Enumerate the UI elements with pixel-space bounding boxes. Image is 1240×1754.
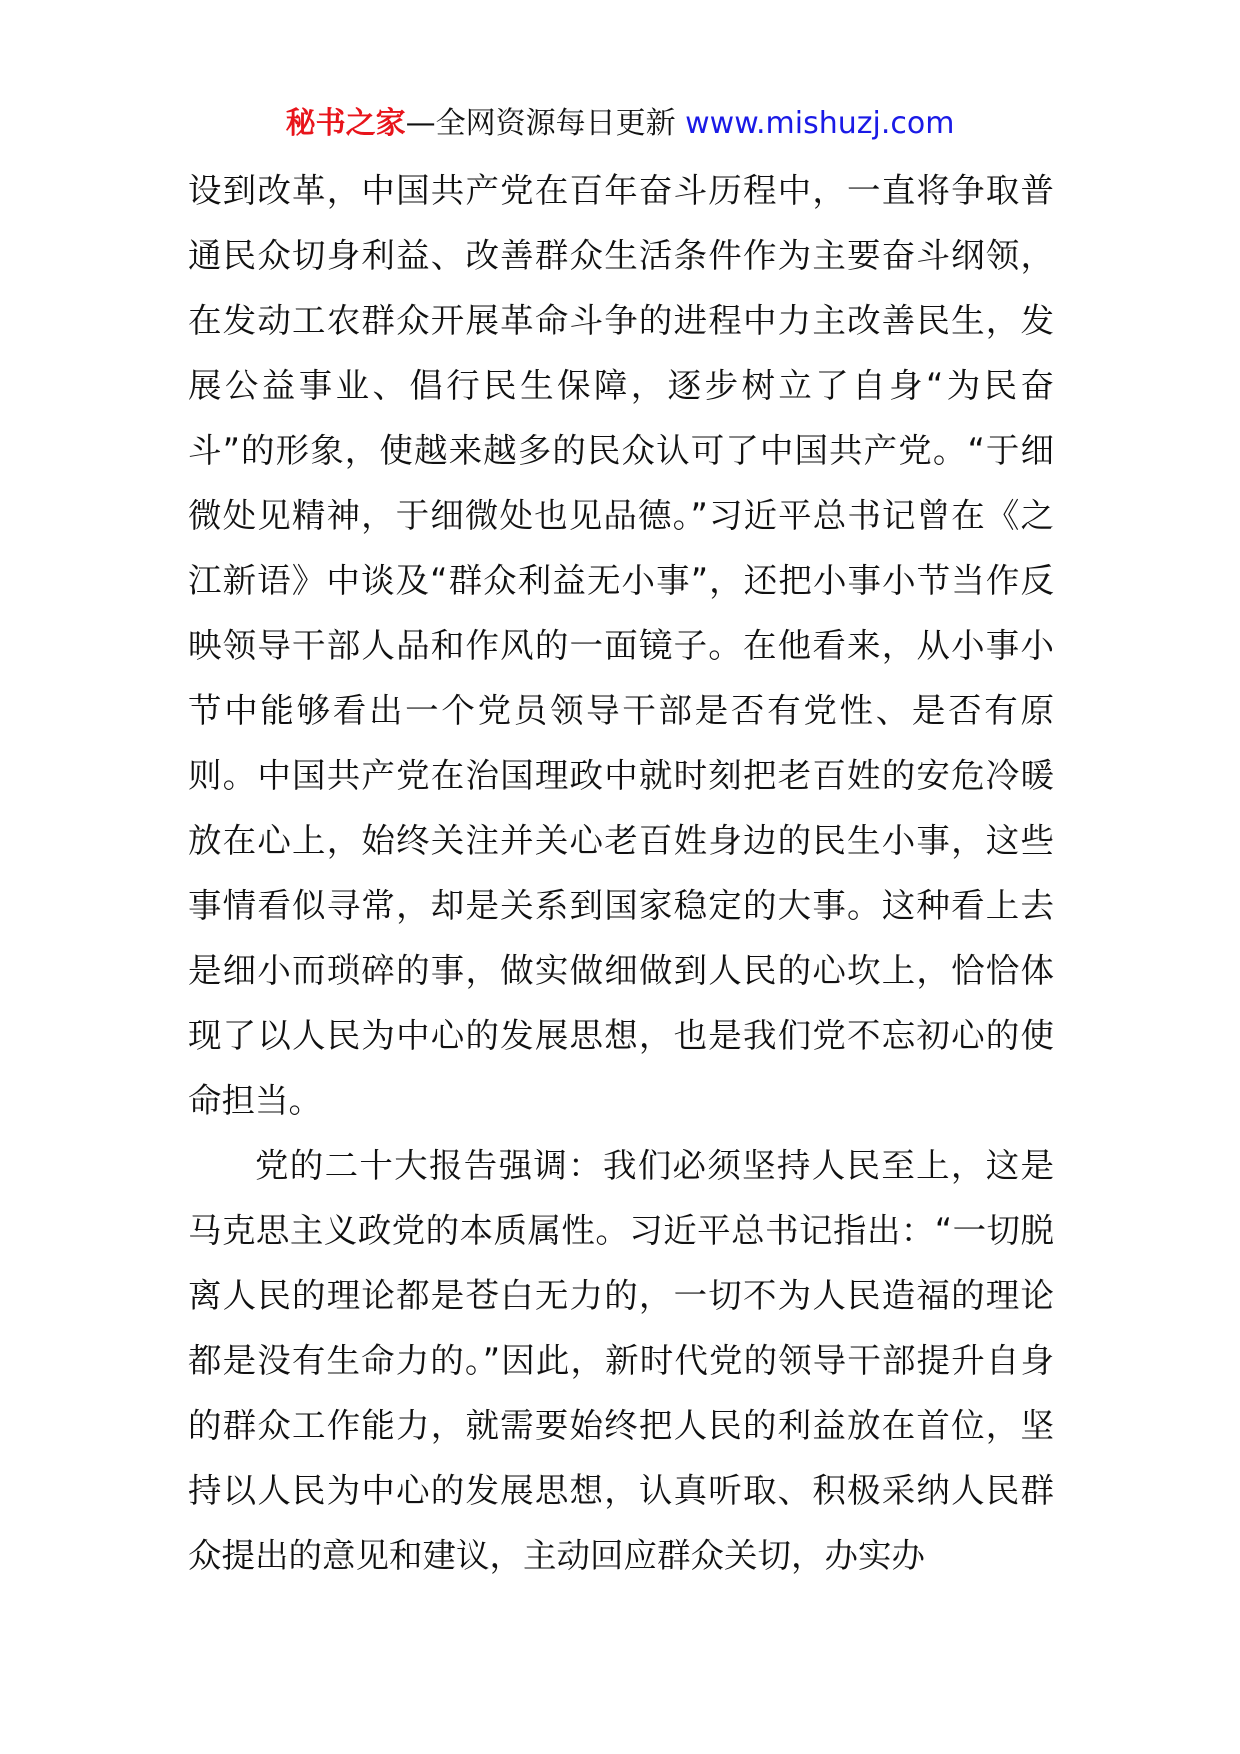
document-body — [188, 158, 1054, 1588]
page-header — [0, 100, 1240, 148]
website-link[interactable]: www.mishuzj.com — [685, 106, 955, 141]
header-tagline: —全网资源每日更新 — [405, 106, 676, 141]
paragraph-continued: 设到改革，中国共产党在百年奋斗历程中，一直将争取普通民众切身利益、改善群众生活条件作为主要奋斗纲领，在发动工农群众开展革命斗争的进程中力主改善民生，发展公益事业、倡行民生保障，逐步树立了自身“为民奋斗”的形象，使越来越多的民众认可了中国共产党。“于细微处见精神，于细微处也见品德。”习近平总书记曾在《之江新语》中谈及“群众利益无小事”，还把小事小节当作反映领导干部人品和作风的一面镜子。在他看来，从小事小节中能够看出一个党员领导干部是否有党性、是否有原则。中国共产党在治国理政中就时刻把老百姓的安危冷暖放在心上，始终关注并关心老百姓身边的民生小事，这些事情看似寻常，却是关系到国家稳定的大事。这种看上去是细小而琐碎的事，做实做细做到人民的心坎上，恰恰体现了以人民为中心的发展思想，也是我们党不忘初心的使命担当。 — [188, 171, 1054, 1120]
paragraph: 党的二十大报告强调：我们必须坚持人民至上，这是马克思主义政党的本质属性。习近平总书记指出：“一切脱离人民的理论都是苍白无力的，一切不为人民造福的理论都是没有生命力的。”因此，新时代党的领导干部提升自身的群众工作能力，就需要始终把人民的利益放在首位，坚持以人民为中心的发展思想，认真听取、积极采纳人民群众提出的意见和建议，主动回应群众关切，办实办 — [188, 1146, 1054, 1575]
brand-name: 秘书之家 — [285, 106, 406, 141]
